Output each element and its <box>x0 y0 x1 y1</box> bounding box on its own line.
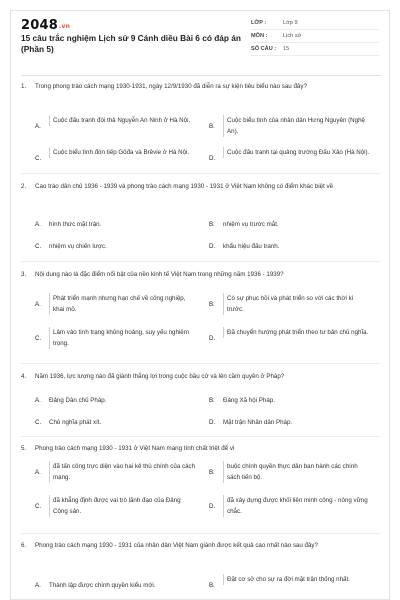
option-text: Phát triển mạnh nhưng hạn chế về công nghiệp, khai mỏ. <box>49 293 197 315</box>
option-letter: A. <box>35 397 41 404</box>
document-page <box>10 10 390 600</box>
option-letter: C. <box>35 155 42 162</box>
meta-row-subject <box>251 30 379 43</box>
question-text <box>21 540 379 551</box>
header-divider <box>21 75 381 76</box>
option-letter: B. <box>209 123 215 130</box>
option-letter: A. <box>35 301 41 308</box>
meta-value: Lịch sử <box>283 33 302 39</box>
question-text <box>21 443 379 454</box>
question-body: Cao trào dân chủ 1936 - 1939 và phong trào cách mạng 1930 - 1931 ở Việt Nam không có điểm khác biệt về <box>35 183 334 190</box>
option-text: nhiệm vụ trước mắt. <box>223 221 279 228</box>
question-number: 3. <box>21 271 27 278</box>
option-text: Đặt cơ sở cho sự ra đời mặt trận thống nhất. <box>223 574 371 585</box>
question-text <box>21 371 379 382</box>
meta-table <box>251 17 379 56</box>
option-text: Có sự phục hồi và phát triển so với các thời kì trước. <box>223 293 371 315</box>
question-body: Trong phong trào cách mạng 1930-1931, ngày 12/9/1930 đã diễn ra sự kiện tiêu biểu nào sau đây? <box>35 83 307 90</box>
option-letter: D. <box>209 503 216 510</box>
question-text <box>21 181 379 192</box>
meta-value: Lớp 9 <box>283 20 298 26</box>
option-text: Đã chuyển hướng phát triển theo tư bản chủ nghĩa. <box>223 327 371 338</box>
option-letter: D. <box>209 335 216 342</box>
meta-value: 15 <box>283 46 290 52</box>
option-letter: C. <box>35 243 42 250</box>
option-text: Đảng Dân chủ Pháp. <box>49 397 107 404</box>
option-letter: B. <box>209 301 215 308</box>
option-letter: D. <box>209 243 216 250</box>
question-separator <box>21 533 381 534</box>
option-letter: C. <box>35 419 42 426</box>
option-text: Cuộc đấu tranh đòi thả Nguyễn An Ninh ở Hà Nội. <box>49 115 197 126</box>
question-number: 5. <box>21 445 27 452</box>
question-text <box>21 269 379 280</box>
option-text: Thành lập được chính quyền kiểu mới. <box>49 582 156 589</box>
option-letter: B. <box>209 582 215 589</box>
option-letter: A. <box>35 582 41 589</box>
question-number: 4. <box>21 373 27 380</box>
option-text: đã tấn công trực diện vào hai kẻ thù chính của cách mạng. <box>49 461 197 483</box>
option-text: đã khẳng định được vai trò lãnh đạo của Đảng Cộng sản. <box>49 495 197 517</box>
option-letter: B. <box>209 469 215 476</box>
question-body: Phong trào cách mạng 1930 - 1931 ở Việt Nam mang tính chất triệt để vì <box>35 445 235 452</box>
option-letter: A. <box>35 469 41 476</box>
option-letter: B. <box>209 397 215 404</box>
option-letter: D. <box>209 419 216 426</box>
question-text <box>21 81 379 92</box>
document-header <box>11 11 390 63</box>
question-number: 6. <box>21 542 27 549</box>
option-text: đã xây dựng được khối liên minh công - nông vững chắc. <box>223 495 371 517</box>
meta-row-class <box>251 17 379 30</box>
option-text: buộc chính quyền thực dân ban hành các chính sách tiến bộ. <box>223 461 371 483</box>
option-letter: C. <box>35 335 42 342</box>
logo-suffix: .vn <box>58 23 71 30</box>
option-letter: A. <box>35 221 41 228</box>
question-body: Năm 1936, lực lượng nào đã giành thắng lợi trong cuộc bầu cử và lên cầm quyền ở Pháp? <box>35 373 285 380</box>
question-number: 2. <box>21 183 27 190</box>
site-logo[interactable] <box>21 18 70 33</box>
question-body: Phong trào cách mạng 1930 - 1931 của nhân dân Việt Nam giành được kết quả cao nhất nào sau đây? <box>35 542 318 549</box>
option-letter: C. <box>35 503 42 510</box>
option-letter: D. <box>209 155 216 162</box>
meta-key: LỚP : <box>251 20 267 26</box>
option-text: hình thức mặt trận. <box>49 221 102 228</box>
question-body: Nội dung nào là đặc điểm nổi bật của nền kinh tế Việt Nam trong những năm 1936 - 1939? <box>35 271 284 278</box>
option-text: Mặt trận Nhân dân Pháp. <box>223 419 293 426</box>
option-text: Cuộc biểu tình của nhân dân Hưng Nguyên (Nghệ An). <box>223 115 371 137</box>
option-text: nhiệm vụ chiến lược. <box>49 243 107 250</box>
option-text: Cuộc biểu tình đón tiếp Gôđa và Brêvie ở Hà Nội. <box>49 147 197 158</box>
option-text: khẩu hiệu đấu tranh. <box>223 243 280 250</box>
option-text: Cuộc đấu tranh tại quảng trường Đấu Xảo (Hà Nội). <box>223 147 371 158</box>
option-text: Lâm vào tình trạng khủng hoảng, suy yếu nghiêm trọng. <box>49 327 197 349</box>
meta-key: MÔN : <box>251 33 268 39</box>
meta-row-count <box>251 43 379 56</box>
option-text: Chủ nghĩa phát xít. <box>49 419 102 426</box>
option-text: Đảng Xã hội Pháp. <box>223 397 275 404</box>
logo-text: 2048 <box>21 18 58 33</box>
meta-key: SỐ CÂU : <box>251 46 277 52</box>
option-letter: B. <box>209 221 215 228</box>
question-separator <box>21 363 381 364</box>
option-letter: A. <box>35 123 41 130</box>
question-separator <box>21 173 381 174</box>
document-title: 15 câu trắc nghiệm Lịch sử 9 Cánh diều Bài 6 có đáp án (Phần 5) <box>21 33 241 54</box>
question-separator <box>21 436 381 437</box>
question-number: 1. <box>21 83 27 90</box>
question-separator <box>21 261 381 262</box>
